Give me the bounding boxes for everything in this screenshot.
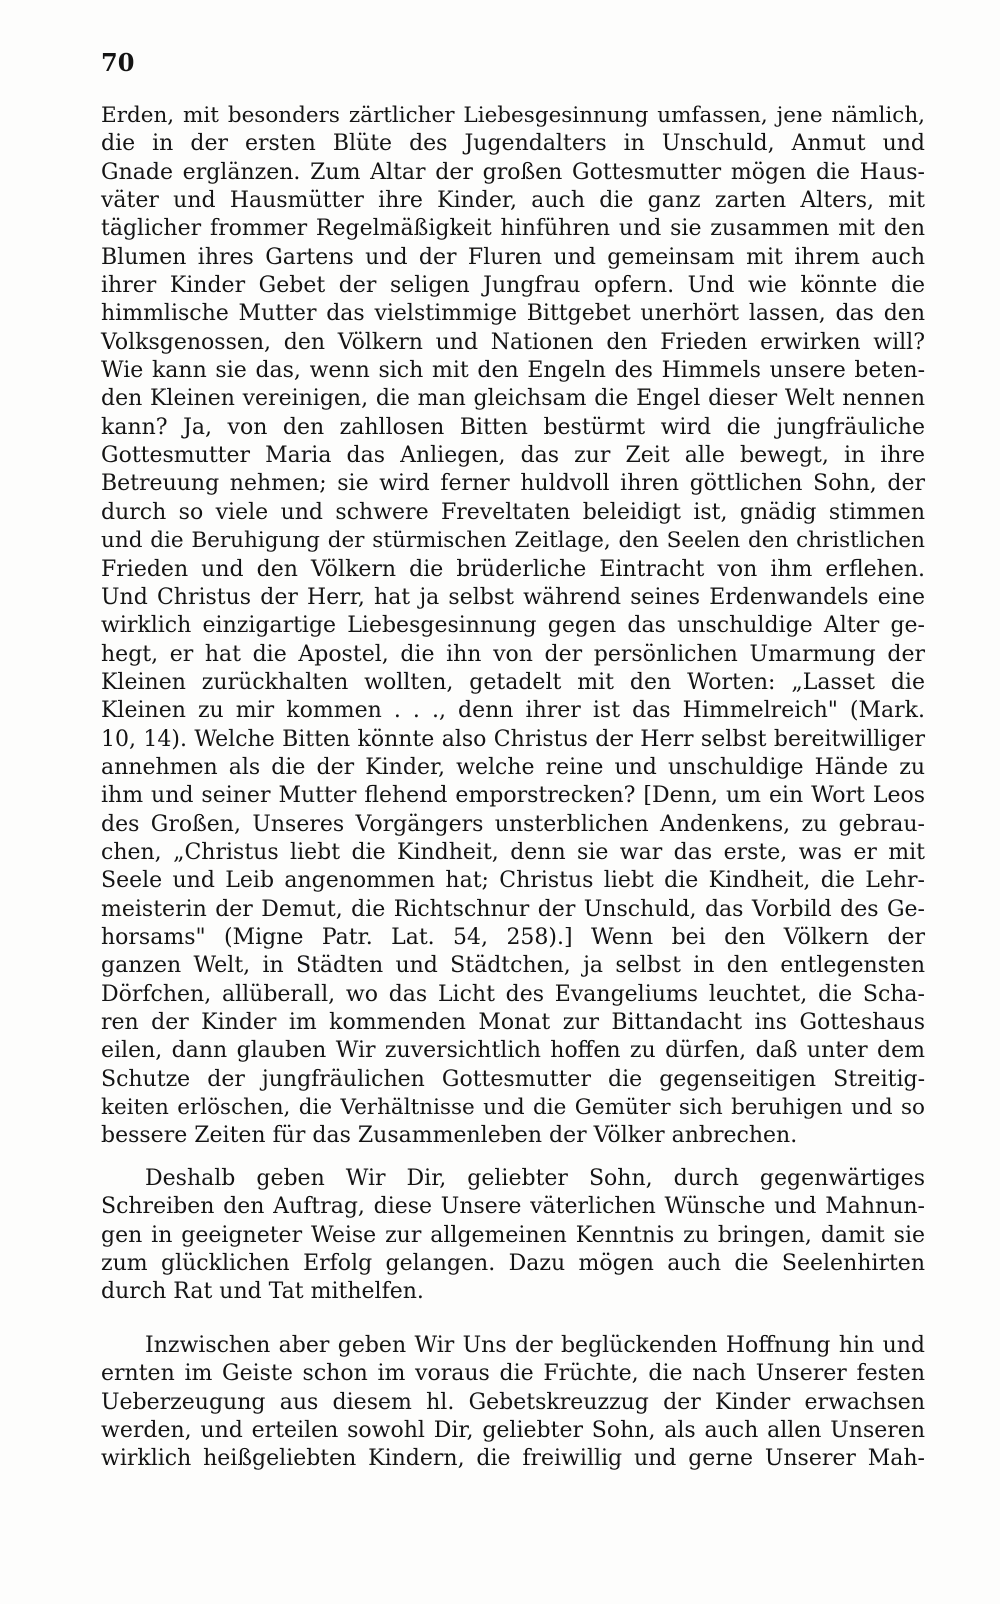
text-line: chen, „Christus liebt die Kindheit, denn sie war das erste, was er mit — [101, 839, 925, 865]
text-line: gen in geeigneter Weise zur allgemeinen Kenntnis zu bringen, damit sie — [101, 1222, 925, 1248]
text-line: den Kleinen vereinigen, die man gleichsam die Engel dieser Welt nennen — [101, 386, 925, 412]
paragraph-1 — [101, 102, 925, 1151]
text-line: Gottesmutter Maria das Anliegen, das zur Zeit alle bewegt, in ihre — [101, 443, 925, 469]
text-line: täglicher frommer Regelmäßigkeit hinführen und sie zusammen mit den — [101, 216, 925, 242]
text-line: durch Rat und Tat mithelfen. — [101, 1279, 424, 1305]
text-line: meisterin der Demut, die Richtschnur der Unschuld, das Vorbild des Ge- — [101, 896, 925, 922]
text-line: annehmen als die der Kinder, welche reine und unschuldige Hände zu — [101, 754, 925, 780]
text-line: ganzen Welt, in Städten und Städtchen, ja selbst in den entlegensten — [101, 953, 925, 979]
text-line: Inzwischen aber geben Wir Uns der beglückenden Hoffnung hin und — [145, 1333, 925, 1358]
text-line: hegt, er hat die Apostel, die ihn von der persönlichen Umarmung der — [101, 641, 925, 667]
text-line: 10, 14). Welche Bitten könnte also Christus der Herr selbst bereitwilliger — [101, 726, 925, 752]
text-line: horsams" (Migne Patr. Lat. 54, 258).] Wenn bei den Völkern der — [101, 924, 925, 950]
paragraph-3 — [101, 1332, 925, 1474]
text-line: Ueberzeugung aus diesem hl. Gebetskreuzzug der Kinder erwachsen — [101, 1389, 925, 1415]
text-line: keiten erlöschen, die Verhältnisse und die Gemüter sich beruhigen und so — [101, 1095, 925, 1121]
text-line: Erden, mit besonders zärtlicher Liebesgesinnung umfassen, jene nämlich, — [101, 103, 925, 128]
text-line: durch so viele und schwere Freveltaten beleidigt ist, gnädig stimmen — [101, 499, 925, 525]
text-line: Schutze der jungfräulichen Gottesmutter die gegenseitigen Streitig- — [101, 1066, 925, 1092]
text-line: des Großen, Unseres Vorgängers unsterblichen Andenkens, zu gebrau- — [101, 811, 925, 837]
text-line: ihm und seiner Mutter flehend emporstrecken? [Denn, um ein Wort Leos — [101, 783, 925, 809]
text-line: die in der ersten Blüte des Jugendalters in Unschuld, Anmut und — [101, 131, 925, 157]
text-line: Dörfchen, allüberall, wo das Licht des Evangeliums leuchtet, die Scha- — [101, 981, 925, 1007]
text-line: Betreuung nehmen; sie wird ferner huldvoll ihren göttlichen Sohn, der — [101, 471, 925, 497]
text-line: Deshalb geben Wir Dir, geliebter Sohn, durch gegenwärtiges — [145, 1166, 925, 1191]
page-number: 70 — [101, 48, 135, 77]
text-line: Und Christus der Herr, hat ja selbst während seines Erdenwandels eine — [101, 584, 925, 610]
text-line: kann? Ja, von den zahllosen Bitten bestürmt wird die jungfräuliche — [101, 414, 925, 440]
paragraph-2 — [101, 1165, 925, 1307]
text-line: Kleinen zu mir kommen . . ., denn ihrer ist das Himmelreich" (Mark. — [101, 698, 925, 724]
text-line: ren der Kinder im kommenden Monat zur Bittandacht ins Gotteshaus — [101, 1010, 925, 1035]
text-line: ernten im Geiste schon im voraus die Früchte, die nach Unserer festen — [101, 1361, 925, 1387]
text-line: eilen, dann glauben Wir zuversichtlich hoffen zu dürfen, daß unter dem — [101, 1038, 925, 1064]
text-line: Volksgenossen, den Völkern und Nationen den Frieden erwirken will? — [101, 329, 925, 355]
text-line: werden, und erteilen sowohl Dir, geliebter Sohn, als auch allen Unseren — [101, 1418, 925, 1444]
text-line: Blumen ihres Gartens und der Fluren und gemeinsam mit ihrem auch — [101, 244, 925, 270]
text-line: wirklich heißgeliebten Kindern, die freiwillig und gerne Unserer Mah- — [101, 1446, 925, 1472]
text-line: wirklich einzigartige Liebesgesinnung gegen das unschuldige Alter ge- — [101, 613, 925, 639]
text-line: Schreiben den Auftrag, diese Unsere väterlichen Wünsche und Mahnun- — [101, 1194, 925, 1220]
text-line: himmlische Mutter das vielstimmige Bittgebet unerhört lassen, das den — [101, 301, 925, 327]
text-line: Seele und Leib angenommen hat; Christus liebt die Kindheit, die Lehr- — [101, 868, 925, 894]
text-line: zum glücklichen Erfolg gelangen. Dazu mögen auch die Seelenhirten — [101, 1251, 925, 1277]
text-line: und die Beruhigung der stürmischen Zeitlage, den Seelen den christlichen — [101, 528, 925, 554]
text-line: Gnade erglänzen. Zum Altar der großen Gottesmutter mögen die Haus- — [101, 159, 925, 185]
text-line: ihrer Kinder Gebet der seligen Jungfrau opfern. Und wie könnte die — [101, 273, 925, 299]
text-line: Frieden und den Völkern die brüderliche Eintracht von ihm erflehen. — [101, 556, 925, 582]
text-line: väter und Hausmütter ihre Kinder, auch die ganz zarten Alters, mit — [101, 188, 925, 214]
text-line: bessere Zeiten für das Zusammenleben der Völker anbrechen. — [101, 1123, 798, 1149]
text-line: Kleinen zurückhalten wollten, getadelt mit den Worten: „Lasset die — [101, 669, 925, 695]
text-line: Wie kann sie das, wenn sich mit den Engeln des Himmels unsere beten- — [101, 358, 925, 384]
